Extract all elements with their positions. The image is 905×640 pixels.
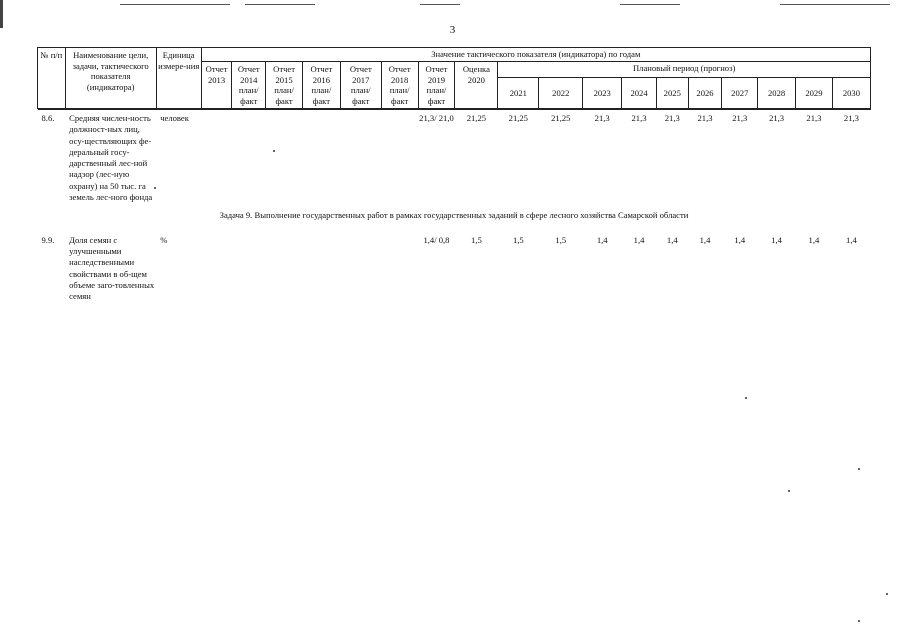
indicator-name: Средняя числен-ность должност-ных лиц, осу-ществляющих фе-деральный госу-дарственный лес-ной надзор (лес-ную охрану) на 50 тыс. га земель лес-ного фонда bbox=[69, 113, 153, 203]
value-2019: 21,3/ 21,0 bbox=[419, 113, 454, 123]
plan-value: 1,4 bbox=[633, 234, 645, 245]
plan-value: 21,3 bbox=[769, 113, 785, 123]
header-year-2016: Отчет 2016 план/ факт bbox=[302, 62, 340, 109]
header-plan-year: 2026 bbox=[688, 78, 722, 109]
header-year-2015: Отчет 2015 план/ факт bbox=[266, 62, 303, 109]
value-2019: 1,4/ 0,8 bbox=[423, 234, 450, 245]
header-values: Значение тактического показателя (индикатора) по годам bbox=[201, 48, 870, 62]
header-plan-year: 2023 bbox=[583, 78, 622, 109]
row-number: 8.6. bbox=[41, 113, 55, 123]
value-2020: 21,25 bbox=[466, 113, 487, 123]
header-year-2014: Отчет 2014 план/ факт bbox=[232, 62, 266, 109]
plan-value: 21,3 bbox=[806, 113, 822, 123]
indicator-table bbox=[37, 47, 871, 305]
plan-value: 21,3 bbox=[664, 113, 680, 123]
header-plan-year: 2024 bbox=[622, 78, 657, 109]
header-plan-year: 2025 bbox=[656, 78, 688, 109]
scan-speck bbox=[858, 468, 860, 470]
indicator-unit: % bbox=[160, 234, 168, 245]
scan-speck bbox=[858, 620, 860, 622]
header-plan-year: 2030 bbox=[832, 78, 870, 109]
plan-value: 1,4 bbox=[846, 234, 857, 245]
plan-value: 21,25 bbox=[551, 113, 571, 123]
scan-dash bbox=[620, 4, 680, 5]
table-row bbox=[38, 110, 871, 207]
plan-value: 1,4 bbox=[771, 234, 782, 245]
header-year-2020: Оценка 2020 bbox=[455, 62, 498, 109]
scan-dash bbox=[780, 4, 890, 5]
plan-value: 21,3 bbox=[631, 113, 647, 123]
page-number: 3 bbox=[449, 24, 456, 36]
task-row bbox=[38, 206, 871, 231]
scan-dash bbox=[420, 4, 460, 5]
header-plan-year: 2022 bbox=[539, 78, 583, 109]
plan-value: 1,4 bbox=[699, 234, 711, 245]
value-2020: 1,5 bbox=[471, 234, 482, 245]
scan-speck bbox=[788, 490, 790, 492]
scan-speck bbox=[886, 593, 888, 595]
indicator-name: Доля семян с улучшенными наследственными свойствами в об-щем объеме заго-товленных семян bbox=[69, 234, 155, 302]
header-planned-period: Плановый период (прогноз) bbox=[498, 62, 871, 78]
header-plan-year: 2029 bbox=[796, 78, 833, 109]
plan-value: 1,4 bbox=[734, 234, 746, 245]
scan-dash bbox=[245, 4, 315, 5]
plan-value: 1,4 bbox=[596, 234, 608, 245]
plan-value: 1,4 bbox=[808, 234, 820, 245]
plan-value: 21,3 bbox=[732, 113, 748, 123]
header-num: № п/п bbox=[38, 48, 66, 109]
scan-dash bbox=[120, 4, 230, 5]
plan-value: 1,5 bbox=[555, 234, 567, 245]
table-row bbox=[38, 232, 871, 306]
scan-speck bbox=[273, 150, 275, 152]
plan-value: 1,5 bbox=[512, 234, 524, 245]
scan-speck bbox=[154, 187, 156, 189]
row-number: 9.9. bbox=[41, 234, 55, 245]
header-unit: Единица измере-ния bbox=[156, 48, 201, 109]
scan-speck bbox=[745, 397, 747, 399]
header-year-2017: Отчет 2017 план/ факт bbox=[340, 62, 381, 109]
header-plan-year: 2028 bbox=[758, 78, 796, 109]
header-year-2019: Отчет 2019 план/ факт bbox=[418, 62, 455, 109]
header-name: Наименование цели, задачи, тактического показателя (индикатора) bbox=[65, 48, 156, 109]
indicator-unit: человек bbox=[160, 113, 189, 123]
plan-value: 21,3 bbox=[594, 113, 610, 123]
plan-value: 1,4 bbox=[666, 234, 678, 245]
header-year-2013: Отчет 2013 bbox=[201, 62, 232, 109]
task-heading: Задача 9. Выполнение государственных работ в рамках государственных заданий в сфере лесного хозяйства Самарской области bbox=[219, 210, 689, 221]
header-year-2018: Отчет 2018 план/ факт bbox=[381, 62, 418, 109]
plan-value: 21,3 bbox=[697, 113, 713, 123]
plan-value: 21,25 bbox=[508, 113, 528, 123]
header-plan-year: 2021 bbox=[498, 78, 539, 109]
plan-value: 21,3 bbox=[843, 113, 859, 123]
header-plan-year: 2027 bbox=[722, 78, 758, 109]
